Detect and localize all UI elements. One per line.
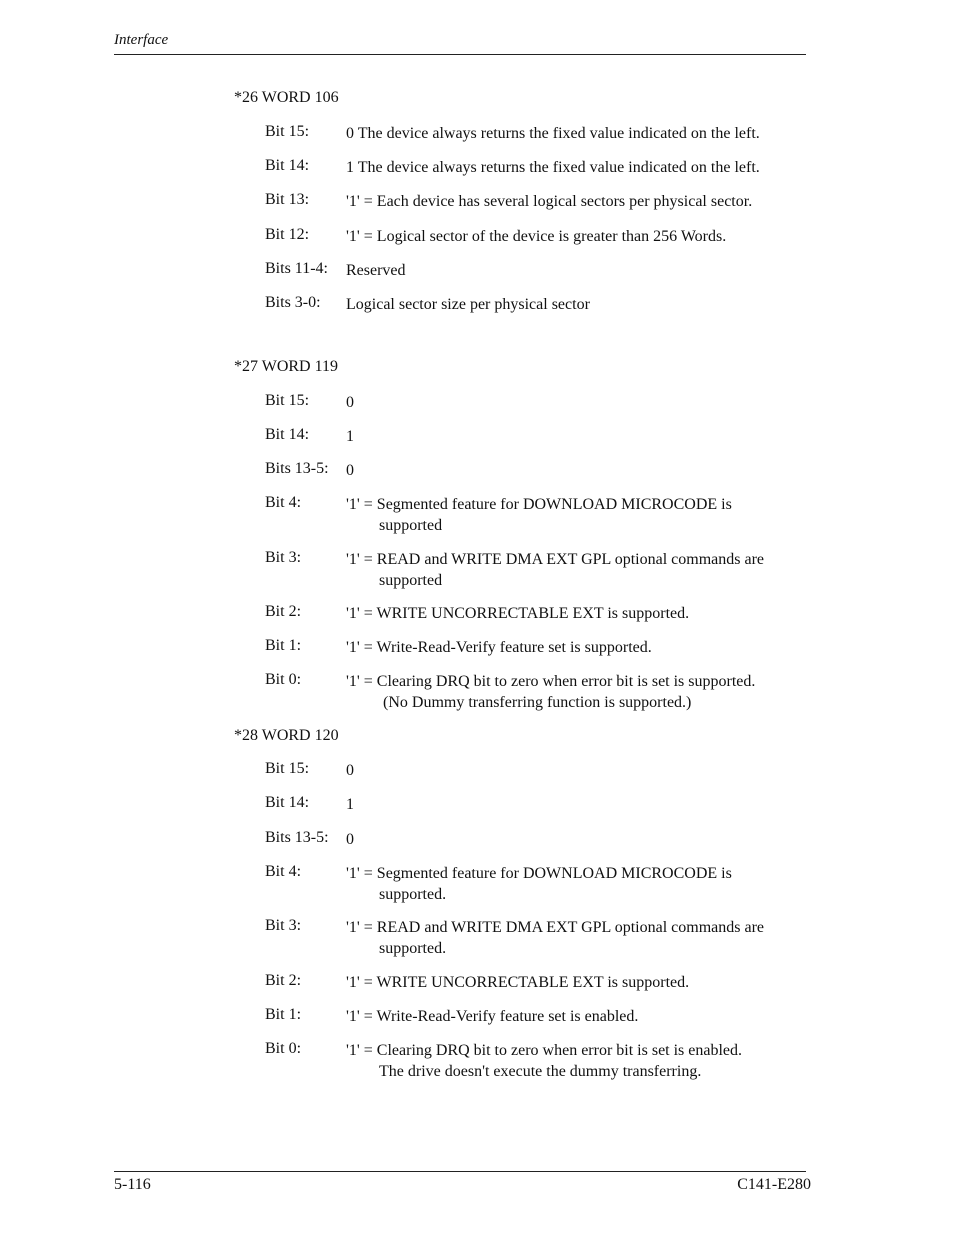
- bit-description: '1' = Logical sector of the device is greater than 256 Words.: [346, 228, 727, 245]
- header-rule: [114, 54, 806, 55]
- document-code: C141-E280: [737, 1176, 811, 1193]
- bit-description: 0: [346, 831, 354, 848]
- bit-label: Bit 0:: [265, 671, 302, 688]
- bit-label: Bit 3:: [265, 917, 302, 934]
- bit-label: Bits 3-0:: [265, 294, 321, 311]
- bit-description-continuation: supported.: [379, 886, 447, 903]
- bit-label: Bits 13-5:: [265, 829, 329, 846]
- section-title: *27 WORD 119: [234, 358, 338, 375]
- bit-description: '1' = READ and WRITE DMA EXT GPL optional commands are: [346, 919, 764, 936]
- bit-description: '1' = Write-Read-Verify feature set is supported.: [346, 639, 652, 656]
- bit-description: 1 The device always returns the fixed value indicated on the left.: [346, 159, 760, 176]
- bit-label: Bit 15:: [265, 392, 310, 409]
- bit-label: Bit 4:: [265, 494, 302, 511]
- bit-description: '1' = Segmented feature for DOWNLOAD MICROCODE is: [346, 865, 732, 882]
- bit-description: '1' = Each device has several logical sectors per physical sector.: [346, 193, 753, 210]
- bit-label: Bit 15:: [265, 760, 310, 777]
- bit-label: Bit 12:: [265, 226, 310, 243]
- bit-description: '1' = Write-Read-Verify feature set is enabled.: [346, 1008, 639, 1025]
- bit-label: Bit 4:: [265, 863, 302, 880]
- bit-description-block: [346, 671, 816, 713]
- bit-label: Bit 2:: [265, 972, 302, 989]
- bit-description-block: [346, 494, 816, 536]
- bit-description: 0: [346, 394, 354, 411]
- bit-description-continuation: (No Dummy transferring function is supported.): [383, 694, 692, 711]
- bit-label: Bit 1:: [265, 1006, 302, 1023]
- bit-description: 1: [346, 796, 354, 813]
- bit-label: Bit 0:: [265, 1040, 302, 1057]
- bit-description: Reserved: [346, 262, 406, 279]
- footer-rule: [114, 1171, 806, 1172]
- bit-label: Bits 11-4:: [265, 260, 328, 277]
- bit-description: '1' = Segmented feature for DOWNLOAD MICROCODE is: [346, 496, 732, 513]
- bit-description: '1' = Clearing DRQ bit to zero when error bit is set is supported.: [346, 673, 756, 690]
- bit-label: Bit 14:: [265, 426, 310, 443]
- bit-label: Bit 3:: [265, 549, 302, 566]
- bit-label: Bit 14:: [265, 157, 310, 174]
- bit-description-continuation: supported.: [379, 940, 447, 957]
- bit-description-block: [346, 863, 816, 905]
- bit-label: Bit 1:: [265, 637, 302, 654]
- bit-label: Bit 14:: [265, 794, 310, 811]
- bit-label: Bit 2:: [265, 603, 302, 620]
- bit-description: 0: [346, 762, 354, 779]
- bit-description: '1' = READ and WRITE DMA EXT GPL optional commands are: [346, 551, 764, 568]
- bit-description: '1' = Clearing DRQ bit to zero when error bit is set is enabled.: [346, 1042, 743, 1059]
- bit-description-block: [346, 917, 816, 959]
- bit-description: 1: [346, 428, 354, 445]
- section-word-106: [234, 88, 814, 313]
- bit-description: 0: [346, 462, 354, 479]
- bit-label: Bits 13-5:: [265, 460, 329, 477]
- section-word-119: [234, 357, 814, 711]
- bit-description: 0 The device always returns the fixed value indicated on the left.: [346, 125, 760, 142]
- bit-label: Bit 15:: [265, 123, 310, 140]
- bit-description-continuation: supported: [379, 517, 443, 534]
- bit-description: Logical sector size per physical sector: [346, 296, 590, 313]
- section-word-120: [234, 726, 814, 1080]
- section-title: *28 WORD 120: [234, 727, 339, 744]
- bit-description-continuation: The drive doesn't execute the dummy transferring.: [379, 1063, 702, 1080]
- page-number: 5-116: [114, 1176, 151, 1193]
- bit-description-continuation: supported: [379, 572, 443, 589]
- bit-description-block: [346, 549, 816, 591]
- section-title: *26 WORD 106: [234, 89, 339, 106]
- bit-description: '1' = WRITE UNCORRECTABLE EXT is supported.: [346, 605, 690, 622]
- running-head: Interface: [114, 32, 169, 48]
- bit-description-block: [346, 1040, 816, 1082]
- bit-description: '1' = WRITE UNCORRECTABLE EXT is supported.: [346, 974, 690, 991]
- bit-label: Bit 13:: [265, 191, 310, 208]
